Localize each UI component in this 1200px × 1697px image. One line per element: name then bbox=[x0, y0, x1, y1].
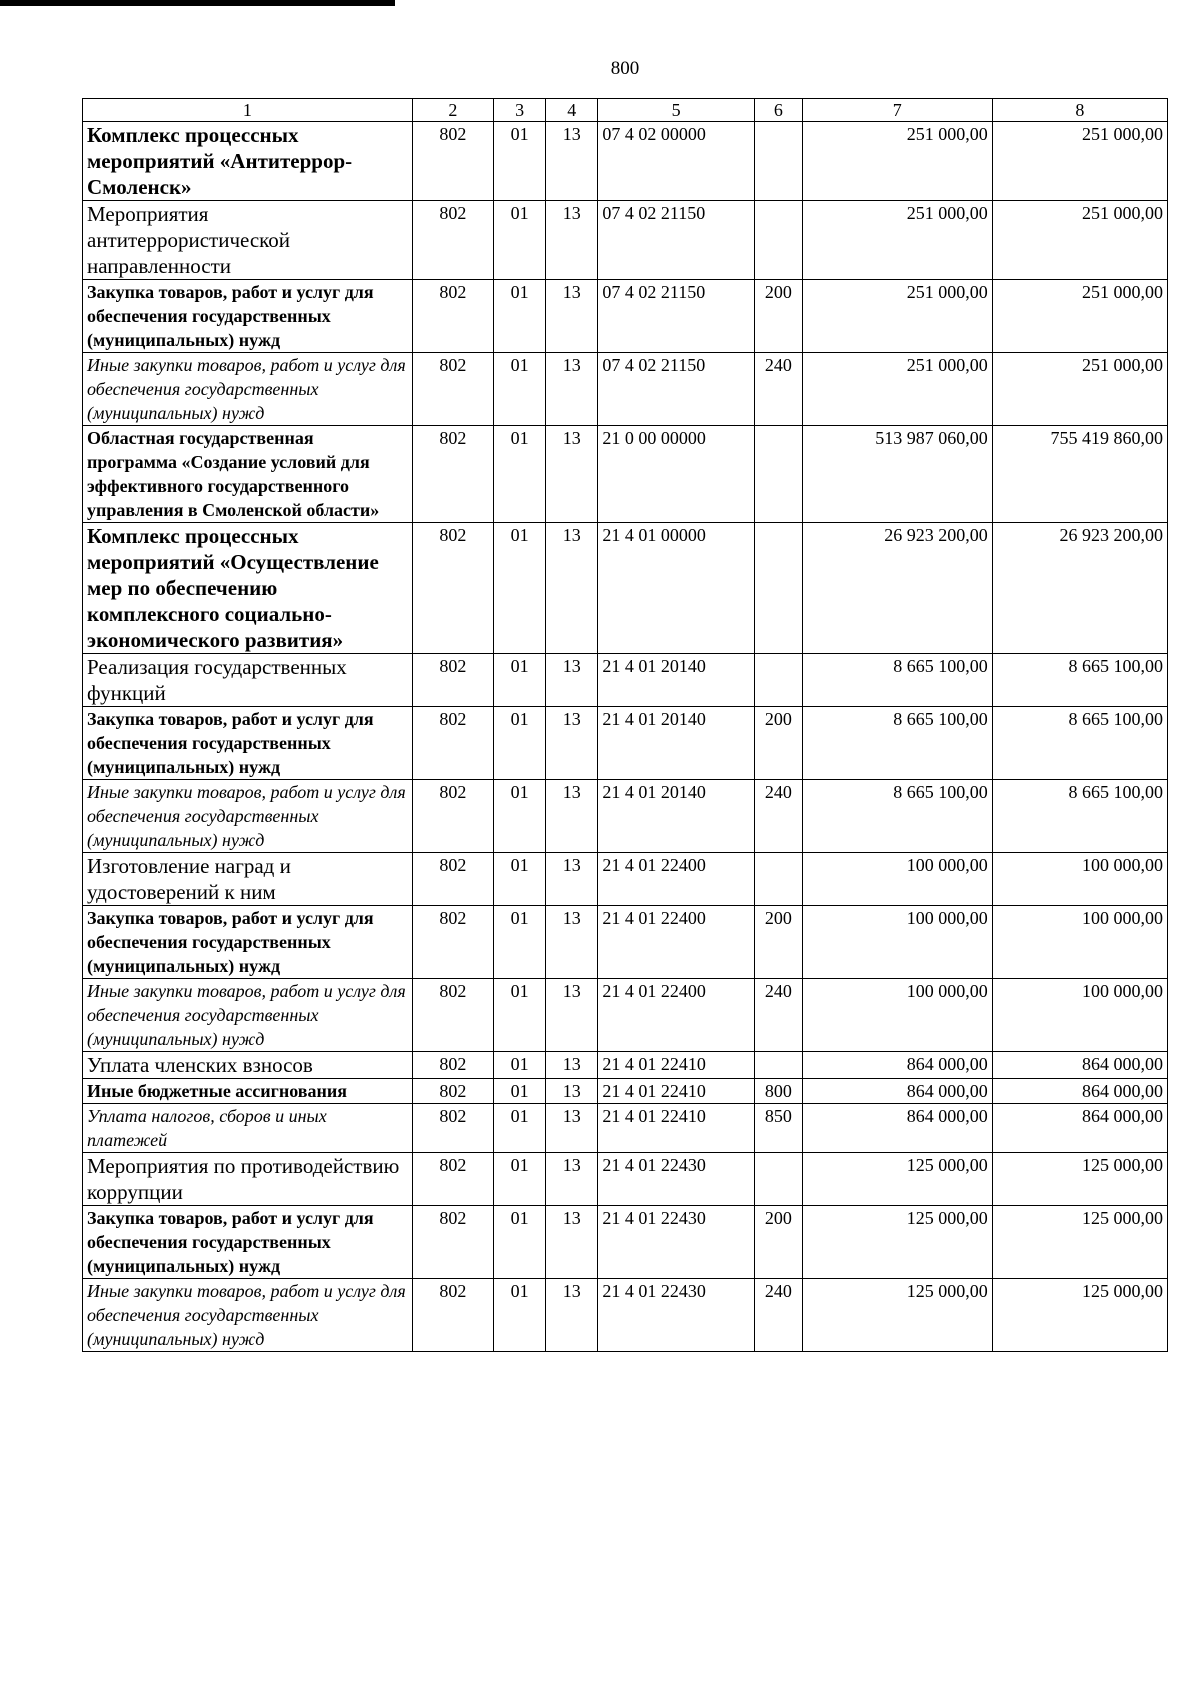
amount-year-2: 125 000,00 bbox=[992, 1279, 1167, 1352]
subsection-code: 13 bbox=[546, 1279, 598, 1352]
table-row bbox=[83, 280, 1168, 353]
amount-year-2: 755 419 860,00 bbox=[992, 426, 1167, 523]
table-row bbox=[83, 906, 1168, 979]
subsection-code: 13 bbox=[546, 280, 598, 353]
row-name: Иные бюджетные ассигнования bbox=[83, 1079, 413, 1104]
section-code: 01 bbox=[494, 1079, 546, 1104]
expense-type-code: 200 bbox=[754, 280, 802, 353]
amount-year-2: 8 665 100,00 bbox=[992, 654, 1167, 707]
target-article-code: 21 4 01 22430 bbox=[598, 1279, 754, 1352]
row-name: Иные закупки товаров, работ и услуг для обеспечения государственных (муниципальных) нужд bbox=[83, 780, 413, 853]
row-name: Комплекс процессных мероприятий «Осуществление мер по обеспечению комплексного социально-экономического развития» bbox=[83, 523, 413, 654]
budget-table bbox=[82, 98, 1168, 1352]
amount-year-1: 100 000,00 bbox=[802, 853, 992, 906]
amount-year-2: 251 000,00 bbox=[992, 280, 1167, 353]
amount-year-1: 251 000,00 bbox=[802, 280, 992, 353]
row-name: Иные закупки товаров, работ и услуг для обеспечения государственных (муниципальных) нужд bbox=[83, 979, 413, 1052]
column-number: 6 bbox=[754, 99, 802, 122]
target-article-code: 07 4 02 00000 bbox=[598, 122, 754, 201]
subsection-code: 13 bbox=[546, 906, 598, 979]
row-name: Уплата налогов, сборов и иных платежей bbox=[83, 1104, 413, 1153]
column-number: 7 bbox=[802, 99, 992, 122]
section-code: 01 bbox=[494, 353, 546, 426]
section-code: 01 bbox=[494, 906, 546, 979]
table-row bbox=[83, 1279, 1168, 1352]
expense-type-code bbox=[754, 853, 802, 906]
expense-type-code bbox=[754, 523, 802, 654]
ministry-code: 802 bbox=[412, 1104, 493, 1153]
amount-year-1: 125 000,00 bbox=[802, 1279, 992, 1352]
ministry-code: 802 bbox=[412, 1153, 493, 1206]
amount-year-1: 251 000,00 bbox=[802, 201, 992, 280]
amount-year-1: 125 000,00 bbox=[802, 1153, 992, 1206]
subsection-code: 13 bbox=[546, 1206, 598, 1279]
subsection-code: 13 bbox=[546, 979, 598, 1052]
table-row bbox=[83, 853, 1168, 906]
section-code: 01 bbox=[494, 1206, 546, 1279]
table-body bbox=[83, 99, 1168, 1352]
target-article-code: 21 4 01 22410 bbox=[598, 1104, 754, 1153]
section-code: 01 bbox=[494, 853, 546, 906]
target-article-code: 07 4 02 21150 bbox=[598, 353, 754, 426]
table-row bbox=[83, 353, 1168, 426]
target-article-code: 21 0 00 00000 bbox=[598, 426, 754, 523]
column-number: 1 bbox=[83, 99, 413, 122]
target-article-code: 21 4 01 22400 bbox=[598, 906, 754, 979]
amount-year-1: 100 000,00 bbox=[802, 906, 992, 979]
expense-type-code: 200 bbox=[754, 1206, 802, 1279]
amount-year-1: 513 987 060,00 bbox=[802, 426, 992, 523]
subsection-code: 13 bbox=[546, 1079, 598, 1104]
ministry-code: 802 bbox=[412, 122, 493, 201]
row-name: Мероприятия по противодействию коррупции bbox=[83, 1153, 413, 1206]
subsection-code: 13 bbox=[546, 1104, 598, 1153]
row-name: Комплекс процессных мероприятий «Антитеррор-Смоленск» bbox=[83, 122, 413, 201]
table-row bbox=[83, 654, 1168, 707]
target-article-code: 21 4 01 20140 bbox=[598, 780, 754, 853]
ministry-code: 802 bbox=[412, 707, 493, 780]
target-article-code: 21 4 01 22410 bbox=[598, 1079, 754, 1104]
amount-year-2: 251 000,00 bbox=[992, 353, 1167, 426]
table-row bbox=[83, 1079, 1168, 1104]
amount-year-1: 864 000,00 bbox=[802, 1052, 992, 1079]
subsection-code: 13 bbox=[546, 122, 598, 201]
ministry-code: 802 bbox=[412, 201, 493, 280]
target-article-code: 07 4 02 21150 bbox=[598, 201, 754, 280]
target-article-code: 21 4 01 22430 bbox=[598, 1153, 754, 1206]
subsection-code: 13 bbox=[546, 426, 598, 523]
amount-year-2: 26 923 200,00 bbox=[992, 523, 1167, 654]
table-row bbox=[83, 1104, 1168, 1153]
table-row bbox=[83, 122, 1168, 201]
section-code: 01 bbox=[494, 426, 546, 523]
section-code: 01 bbox=[494, 201, 546, 280]
row-name: Областная государственная программа «Создание условий для эффективного государственного управления в Смоленской области» bbox=[83, 426, 413, 523]
table-row bbox=[83, 1153, 1168, 1206]
section-code: 01 bbox=[494, 1052, 546, 1079]
section-code: 01 bbox=[494, 654, 546, 707]
subsection-code: 13 bbox=[546, 853, 598, 906]
row-name: Уплата членских взносов bbox=[83, 1052, 413, 1079]
section-code: 01 bbox=[494, 280, 546, 353]
column-number-row bbox=[83, 99, 1168, 122]
amount-year-2: 100 000,00 bbox=[992, 853, 1167, 906]
expense-type-code: 200 bbox=[754, 906, 802, 979]
ministry-code: 802 bbox=[412, 280, 493, 353]
table-row bbox=[83, 780, 1168, 853]
table-row bbox=[83, 201, 1168, 280]
target-article-code: 21 4 01 22410 bbox=[598, 1052, 754, 1079]
target-article-code: 21 4 01 20140 bbox=[598, 654, 754, 707]
amount-year-2: 864 000,00 bbox=[992, 1104, 1167, 1153]
table-row bbox=[83, 426, 1168, 523]
subsection-code: 13 bbox=[546, 1153, 598, 1206]
amount-year-1: 125 000,00 bbox=[802, 1206, 992, 1279]
table-row bbox=[83, 1206, 1168, 1279]
ministry-code: 802 bbox=[412, 523, 493, 654]
ministry-code: 802 bbox=[412, 853, 493, 906]
row-name: Иные закупки товаров, работ и услуг для обеспечения государственных (муниципальных) нужд bbox=[83, 353, 413, 426]
target-article-code: 07 4 02 21150 bbox=[598, 280, 754, 353]
amount-year-2: 251 000,00 bbox=[992, 201, 1167, 280]
amount-year-1: 8 665 100,00 bbox=[802, 654, 992, 707]
table-row bbox=[83, 707, 1168, 780]
ministry-code: 802 bbox=[412, 1052, 493, 1079]
row-name: Закупка товаров, работ и услуг для обеспечения государственных (муниципальных) нужд bbox=[83, 280, 413, 353]
amount-year-1: 8 665 100,00 bbox=[802, 780, 992, 853]
subsection-code: 13 bbox=[546, 523, 598, 654]
amount-year-2: 251 000,00 bbox=[992, 122, 1167, 201]
expense-type-code: 240 bbox=[754, 353, 802, 426]
table-row bbox=[83, 979, 1168, 1052]
section-code: 01 bbox=[494, 1104, 546, 1153]
amount-year-1: 8 665 100,00 bbox=[802, 707, 992, 780]
subsection-code: 13 bbox=[546, 353, 598, 426]
expense-type-code: 200 bbox=[754, 707, 802, 780]
target-article-code: 21 4 01 22400 bbox=[598, 853, 754, 906]
expense-type-code bbox=[754, 654, 802, 707]
section-code: 01 bbox=[494, 979, 546, 1052]
column-number: 8 bbox=[992, 99, 1167, 122]
expense-type-code bbox=[754, 122, 802, 201]
row-name: Закупка товаров, работ и услуг для обеспечения государственных (муниципальных) нужд bbox=[83, 906, 413, 979]
amount-year-2: 100 000,00 bbox=[992, 979, 1167, 1052]
ministry-code: 802 bbox=[412, 1079, 493, 1104]
ministry-code: 802 bbox=[412, 780, 493, 853]
ministry-code: 802 bbox=[412, 353, 493, 426]
amount-year-1: 251 000,00 bbox=[802, 122, 992, 201]
subsection-code: 13 bbox=[546, 1052, 598, 1079]
amount-year-1: 26 923 200,00 bbox=[802, 523, 992, 654]
section-code: 01 bbox=[494, 523, 546, 654]
amount-year-2: 100 000,00 bbox=[992, 906, 1167, 979]
amount-year-2: 125 000,00 bbox=[992, 1206, 1167, 1279]
subsection-code: 13 bbox=[546, 707, 598, 780]
ministry-code: 802 bbox=[412, 654, 493, 707]
section-code: 01 bbox=[494, 780, 546, 853]
section-code: 01 bbox=[494, 1153, 546, 1206]
amount-year-1: 251 000,00 bbox=[802, 353, 992, 426]
expense-type-code bbox=[754, 201, 802, 280]
column-number: 2 bbox=[412, 99, 493, 122]
expense-type-code: 240 bbox=[754, 979, 802, 1052]
amount-year-2: 8 665 100,00 bbox=[992, 780, 1167, 853]
expense-type-code bbox=[754, 426, 802, 523]
row-name: Изготовление наград и удостоверений к ним bbox=[83, 853, 413, 906]
row-name: Закупка товаров, работ и услуг для обеспечения государственных (муниципальных) нужд bbox=[83, 707, 413, 780]
top-rule bbox=[0, 0, 395, 6]
column-number: 3 bbox=[494, 99, 546, 122]
column-number: 4 bbox=[546, 99, 598, 122]
row-name: Закупка товаров, работ и услуг для обеспечения государственных (муниципальных) нужд bbox=[83, 1206, 413, 1279]
expense-type-code: 240 bbox=[754, 780, 802, 853]
subsection-code: 13 bbox=[546, 780, 598, 853]
page-number: 800 bbox=[610, 58, 640, 79]
table-row bbox=[83, 523, 1168, 654]
expense-type-code: 240 bbox=[754, 1279, 802, 1352]
amount-year-1: 864 000,00 bbox=[802, 1104, 992, 1153]
target-article-code: 21 4 01 22430 bbox=[598, 1206, 754, 1279]
ministry-code: 802 bbox=[412, 426, 493, 523]
amount-year-2: 864 000,00 bbox=[992, 1052, 1167, 1079]
expense-type-code: 850 bbox=[754, 1104, 802, 1153]
target-article-code: 21 4 01 20140 bbox=[598, 707, 754, 780]
row-name: Мероприятия антитеррористической направленности bbox=[83, 201, 413, 280]
expense-type-code bbox=[754, 1153, 802, 1206]
column-number: 5 bbox=[598, 99, 754, 122]
amount-year-2: 8 665 100,00 bbox=[992, 707, 1167, 780]
amount-year-1: 100 000,00 bbox=[802, 979, 992, 1052]
amount-year-1: 864 000,00 bbox=[802, 1079, 992, 1104]
ministry-code: 802 bbox=[412, 1206, 493, 1279]
target-article-code: 21 4 01 22400 bbox=[598, 979, 754, 1052]
expense-type-code: 800 bbox=[754, 1079, 802, 1104]
section-code: 01 bbox=[494, 122, 546, 201]
amount-year-2: 125 000,00 bbox=[992, 1153, 1167, 1206]
expense-type-code bbox=[754, 1052, 802, 1079]
ministry-code: 802 bbox=[412, 1279, 493, 1352]
section-code: 01 bbox=[494, 707, 546, 780]
ministry-code: 802 bbox=[412, 906, 493, 979]
row-name: Иные закупки товаров, работ и услуг для обеспечения государственных (муниципальных) нужд bbox=[83, 1279, 413, 1352]
target-article-code: 21 4 01 00000 bbox=[598, 523, 754, 654]
ministry-code: 802 bbox=[412, 979, 493, 1052]
subsection-code: 13 bbox=[546, 201, 598, 280]
amount-year-2: 864 000,00 bbox=[992, 1079, 1167, 1104]
subsection-code: 13 bbox=[546, 654, 598, 707]
table-row bbox=[83, 1052, 1168, 1079]
row-name: Реализация государственных функций bbox=[83, 654, 413, 707]
section-code: 01 bbox=[494, 1279, 546, 1352]
